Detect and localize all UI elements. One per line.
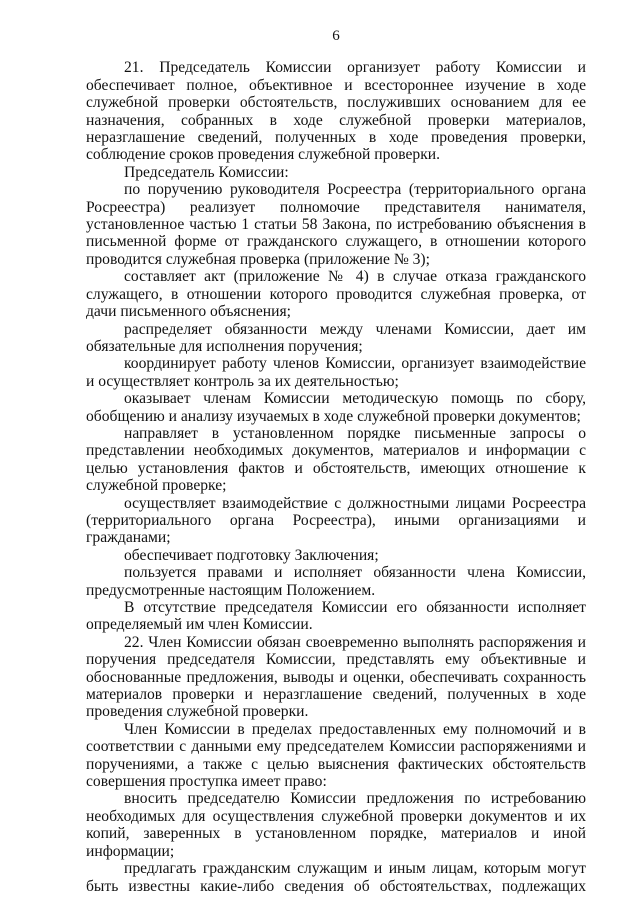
paragraph-chairman-act: составляет акт (приложение № 4) в случае отказа гражданского служащего, в отношении которого проводится служебная проверка, от дачи письменного объяснения; — [86, 268, 586, 321]
paragraph-chairman-coordinate: координирует работу членов Комиссии, организует взаимодействие и осуществляет контроль за их деятельностью; — [86, 355, 586, 390]
paragraph-22: 22. Член Комиссии обязан своевременно выполнять распоряжения и поручения председателя Комиссии, представлять ему объективные и обоснованные предложения, выводы и оценки, обеспечивать сохранность материалов проверки и неразглашение сведений, полученных в ходе проведения служебной проверки. — [86, 633, 586, 721]
paragraph-member-rights: Член Комиссии в пределах предоставленных ему полномочий и в соответствии с данными ему председателем Комиссии распоряжениями и поручениями, а также с целью выяснения фактических обстоятельств совершения проступка имеет право: — [86, 720, 586, 791]
paragraph-chairman-absence: В отсутствие председателя Комиссии его обязанности исполняет определяемый им член Комиссии. — [86, 599, 586, 634]
paragraph-chairman-interaction: осуществляет взаимодействие с должностными лицами Росреестра (территориального органа Росреестра), иными организациями и гражданами; — [86, 494, 586, 547]
paragraph-member-offer: предлагать гражданским служащим и иным лицам, которым могут быть известны какие-либо сведения об обстоятельствах, подлежащих — [86, 860, 586, 895]
paragraph-chairman-conclusion: обеспечивает подготовку Заключения; — [124, 546, 379, 564]
paragraph-21: 21. Председатель Комиссии организует работу Комиссии и обеспечивает полное, объективное и всестороннее изучение в ходе служебной проверки обстоятельств, послуживших основанием для ее назначения, собранных в ходе служебной проверки материалов, неразглашение сведений, полученных в ходе проведения проверки, соблюдение сроков проведения служебной проверки. — [86, 59, 586, 164]
paragraph-chairman-distribute: распределяет обязанности между членами Комиссии, дает им обязательные для исполнения поручения; — [86, 320, 586, 355]
page-number: 6 — [332, 28, 340, 44]
paragraph-chairman-rights: пользуется правами и исполняет обязанности члена Комиссии, предусмотренные настоящим Положением. — [86, 564, 586, 599]
paragraph-chairman-explanation: по поручению руководителя Росреестра (территориального органа Росреестра) реализует полномочие представителя нанимателя, установленное частью 1 статьи 58 Закона, по истребованию объяснения в письменной форме от гражданского служащего, в отношении которого проводится служебная проверка (приложение № 3); — [86, 181, 586, 268]
paragraph-chairman-requests: направляет в установленном порядке письменные запросы о представлении необходимых документов, материалов и информации с целью установления фактов и обстоятельств, имеющих отношение к служебной проверке; — [86, 424, 586, 495]
paragraph-chairman-assist: оказывает членам Комиссии методическую помощь по сбору, обобщению и анализу изучаемых в ходе служебной проверки документов; — [86, 390, 586, 425]
paragraph-member-proposals: вносить председателю Комиссии предложения по истребованию необходимых для осуществления служебной проверки документов и их копий, заверенных в установленном порядке, материалов и иной информации; — [86, 790, 586, 860]
paragraph-chairman-heading: Председатель Комиссии: — [124, 163, 289, 181]
